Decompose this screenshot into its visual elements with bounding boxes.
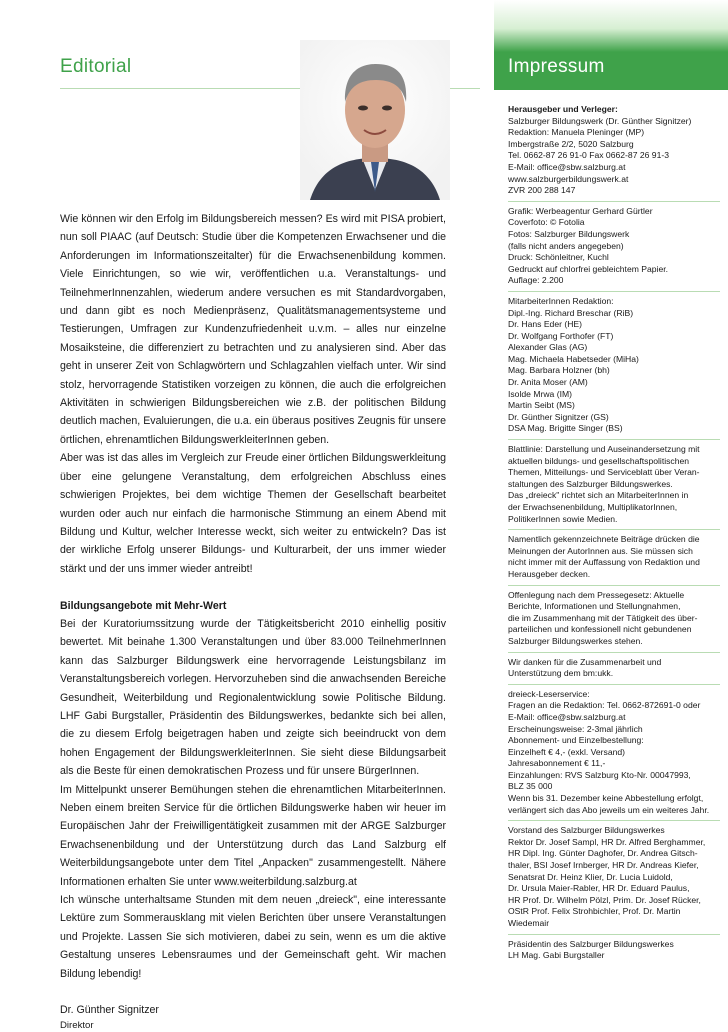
impressum-line: staltungen des Salzburger Bildungswerkes. — [508, 478, 673, 489]
impressum-line: Fragen an die Redaktion: Tel. 0662-872691-0 oder — [508, 700, 701, 711]
impressum-line: Grafik: Werbeagentur Gerhard Gürtler — [508, 205, 653, 216]
impressum-line: Offenlegung nach dem Pressegesetz: Aktuelle — [508, 589, 685, 600]
impressum-line: Meinungen der AutorInnen aus. Sie müssen sich — [508, 545, 693, 556]
impressum-line: Einzelheft € 4,- (exkl. Versand) — [508, 746, 626, 757]
impressum-line: verlängert sich das Abo jeweils um ein weiteres Jahr. — [508, 804, 710, 815]
impressum-line: die im Zusammenhang mit der Tätigkeit des über- — [508, 612, 698, 623]
impressum-line: Mag. Barbara Holzner (bh) — [508, 365, 610, 376]
impressum-line: Alexander Glas (AG) — [508, 342, 588, 353]
impressum-line: BLZ 35 000 — [508, 781, 553, 792]
impressum-line: aktuellen bildungs- und gesellschaftspolitischen — [508, 455, 690, 466]
author-portrait — [300, 40, 450, 200]
impressum-line: Präsidentin des Salzburger Bildungswerkes — [508, 938, 674, 949]
impressum-line: Gedruckt auf chlorfrei gebleichtem Papier. — [508, 263, 669, 274]
impressum-line: HR Prof. Dr. Wilhelm Pölzl, Prim. Dr. Josef Rücker, — [508, 894, 701, 905]
impressum-block — [508, 590, 720, 653]
impressum-block — [508, 939, 720, 966]
impressum-block — [508, 825, 720, 934]
impressum-line: Blattlinie: Darstellung und Auseinandersetzung mit — [508, 444, 700, 455]
impressum-block — [508, 657, 720, 685]
impressum-line: Dr. Ursula Maier-Rabler, HR Dr. Eduard Paulus, — [508, 883, 690, 894]
editorial-paragraph: Im Mittelpunkt unserer Bemühungen stehen die ehrenamtlichen MitarbeiterInnen. Neben einem breiten Service für die örtlichen Bildungswerke haben wir heuer im Europäischen Jahr der Freiwilligentätigkeit zusammen mit der ARGE Salzburger Erwachsenenbildung und der Unterstützung durch das Land Salzburg elf Weiterbildungsangebote unter dem Titel „Anpacken" zusammengestellt. Nähere Informationen erhalten Sie unter www.weiterbildung.salzburg.at — [60, 783, 446, 888]
impressum-line: Dr. Wolfgang Forthofer (FT) — [508, 330, 614, 341]
impressum-line: thaler, BSI Josef Irnberger, HR Dr. Andreas Kiefer, — [508, 860, 699, 871]
impressum-line: E-Mail: office@sbw.salzburg.at — [508, 711, 626, 722]
impressum-line: Isolde Mrwa (IM) — [508, 388, 572, 399]
impressum-line: MitarbeiterInnen Redaktion: — [508, 295, 614, 306]
impressum-line: Wir danken für die Zusammenarbeit und — [508, 656, 662, 667]
impressum-line: nicht immer mit der Auffassung von Redaktion und — [508, 557, 700, 568]
header-gradient — [494, 0, 728, 52]
impressum-block — [508, 296, 720, 440]
impressum-line: Druck: Schönleitner, Kuchl — [508, 252, 609, 263]
impressum-line: Einzahlungen: RVS Salzburg Kto-Nr. 00047993, — [508, 769, 691, 780]
impressum-line: www.salzburgerbildungswerk.at — [508, 173, 629, 184]
impressum-block — [508, 689, 720, 822]
impressum-line: Wenn bis 31. Dezember keine Abbestellung erfolgt, — [508, 793, 704, 804]
editorial-title: Editorial — [60, 56, 132, 77]
impressum-line: Redaktion: Manuela Pleninger (MP) — [508, 127, 645, 138]
signature-name: Dr. Günther Signitzer — [60, 1004, 159, 1017]
impressum-line: parteilichen und konfessionell nicht gebundenen — [508, 624, 692, 635]
impressum-line: Herausgeber decken. — [508, 568, 591, 579]
impressum-line: Imbergstraße 2/2, 5020 Salzburg — [508, 138, 634, 149]
impressum-line: Fotos: Salzburger Bildungswerk — [508, 228, 630, 239]
signature-role: Direktor — [60, 1019, 94, 1031]
impressum-line: Dr. Anita Moser (AM) — [508, 377, 588, 388]
impressum-line: Herausgeber und Verleger: — [508, 104, 618, 114]
impressum-line: Mag. Michaela Habetseder (MiHa) — [508, 353, 639, 364]
impressum-block — [508, 534, 720, 585]
impressum-line: dreieck-Leserservice: — [508, 688, 590, 699]
impressum-line: Jahresabonnement € 11,- — [508, 758, 606, 769]
impressum-line: der Erwachsenenbildung, MultiplikatorInnen, — [508, 502, 678, 512]
impressum-body — [508, 104, 720, 970]
impressum-line: Senatsrat Dr. Heinz Klier, Dr. Lucia Luidold, — [508, 871, 673, 882]
editorial-paragraph: Aber was ist das alles im Vergleich zur Freude einer örtlichen Bildungswerkleitung über eine gelungene Veranstaltung, dem erfolgreichen Abschluss eines schwierigen Projektes, bei dem wichtige Themen der Gesellschaft bearbeitet wurden oder auch nur einfach die harmonische Stimmung an einem Abend mit Bildung und Kultur, welcher Interesse weckt, sich weiter zu entwickeln? Das ist der wirkliche Erfolg unserer Bildungs- und Kulturarbeit, der uns immer wieder stärkt und der uns immer wieder antreibt! — [60, 452, 446, 575]
impressum-line: Erscheinungsweise: 2-3mal jährlich — [508, 723, 643, 734]
impressum-line: ZVR 200 288 147 — [508, 185, 576, 196]
editorial-paragraph: Bei der Kuratoriumssitzung wurde der Tätigkeitsbericht 2010 einhellig positiv bewertet. Mit beinahe 1.300 Veranstaltungen und über 83.000 TeilnehmerInnen kann das Salzburger Bildungswerk eine hervorragende Leistungsbilanz im Veranstaltungsbereich vorlegen. Hervorzuheben sind die anwachsenden Bereiche Gesundheit, Weiterbildung und Regionalentwicklung sowie Politische Bildung. LHF Gabi Burgstaller, Präsidentin des Bildungswerkes, bedankte sich bei allen, die zu diesem Erfolg beigetragen haben und zeigte sich beeindruckt von dem hohen Engagement der BildungswerkleiterInnen. Sie sieht diese Bildungsarbeit als die Beste für einen demokratischen Prozess und für unsere BürgerInnen. — [60, 617, 446, 778]
impressum-line: E-Mail: office@sbw.salzburg.at — [508, 161, 626, 172]
impressum-line: Das „dreieck" richtet sich an MitarbeiterInnen in — [508, 490, 689, 501]
editorial-body — [60, 210, 446, 1032]
impressum-line: OStR Prof. Felix Strohbichler, Prof. Dr. Martin — [508, 906, 681, 917]
impressum-line: DSA Mag. Brigitte Singer (BS) — [508, 423, 623, 434]
impressum-line: HR Dipl. Ing. Günter Daghofer, Dr. Andrea Gitsch- — [508, 848, 698, 859]
editorial-paragraph: Ich wünsche unterhaltsame Stunden mit dem neuen „dreieck", eine interessante Lektüre zum Sommerausklang mit vielen Berichten über unsere Veranstaltungen und Projekte. Lassen Sie sich motivieren, dabei zu sein, wenn es um die aktive Gestaltung unseres Lebensraumes und der Gemeinschaft geht. Wir machen Bildung lebendig! — [60, 894, 446, 980]
impressum-line: Coverfoto: © Fotolia — [508, 217, 585, 228]
impressum-line: Salzburger Bildungswerk (Dr. Günther Signitzer) — [508, 115, 692, 126]
impressum-line: Dr. Günther Signitzer (GS) — [508, 411, 609, 422]
impressum-line: Themen, Mitteilungs- und Serviceblatt über Veran- — [508, 467, 700, 478]
impressum-line: Vorstand des Salzburger Bildungswerkes — [508, 825, 665, 836]
editorial-subheading: Bildungsangebote mit Mehr-Wert — [60, 599, 227, 612]
impressum-line: Tel. 0662-87 26 91-0 Fax 0662-87 26 91-3 — [508, 150, 670, 161]
impressum-line: (falls nicht anders angegeben) — [508, 240, 624, 251]
impressum-line: Abonnement- und Einzelbestellung: — [508, 735, 644, 746]
impressum-line: PolitikerInnen sowie Medien. — [508, 513, 618, 524]
impressum-block — [508, 206, 720, 292]
impressum-line: Wiedemair — [508, 918, 550, 928]
impressum-line: Martin Seibt (MS) — [508, 400, 575, 411]
impressum-line: Namentlich gekennzeichnete Beiträge drücken die — [508, 534, 700, 545]
impressum-line: LH Mag. Gabi Burgstaller — [508, 950, 605, 961]
impressum-block — [508, 104, 720, 202]
impressum-line: Unterstützung dem bm:ukk. — [508, 668, 614, 679]
impressum-line: Dipl.-Ing. Richard Breschar (RiB) — [508, 307, 634, 318]
impressum-line: Salzburger Bildungswerkes stehen. — [508, 635, 643, 646]
impressum-line: Auflage: 2.200 — [508, 275, 564, 286]
impressum-line: Rektor Dr. Josef Sampl, HR Dr. Alfred Berghammer, — [508, 836, 706, 847]
editorial-paragraph: Wie können wir den Erfolg im Bildungsbereich messen? Es wird mit PISA probiert, nun soll PIAAC (auf Deutsch: Studie über die Kompetenzen Erwachsener und die Anforderungen im Informationszeitalter) für die Erwachsenenbildung kommen. Viele Einrichtungen, so wie wir, veröffentlichen u.a. Veranstaltungs- und TeilnehmerInnenzahlen, wiederum andere versuchen es mit Standardvorgaben, und dann gibt es noch Medienpräsenz, Qualitätsmanagementsysteme und Testierungen, Umfragen zur Kundenzufriedenheit u.v.m. – alles nur einzelne Mosaiksteine, die differenziert zu betrachten und zu analysieren sind. Aber das geht in unserer Zeit von Schlagwörtern und Schlagzahlen vielfach unter. Wir sind stolz, hervorragende Statistiken vorzeigen zu können, die auch die erfolgreichen Aktivitäten in schwierigen Bildungsbereichen wie z.B. der politischen Bildung deutlich machen, Evaluierungen, die u.a. ein überaus positives Zeugnis für unsere örtlichen, ehrenamtlichen BildungswerkleiterInnen geben. — [60, 213, 446, 446]
impressum-line: Berichte, Informationen und Stellungnahmen, — [508, 601, 681, 612]
impressum-line: Dr. Hans Eder (HE) — [508, 319, 583, 330]
impressum-block — [508, 444, 720, 530]
impressum-title: Impressum — [508, 56, 605, 77]
